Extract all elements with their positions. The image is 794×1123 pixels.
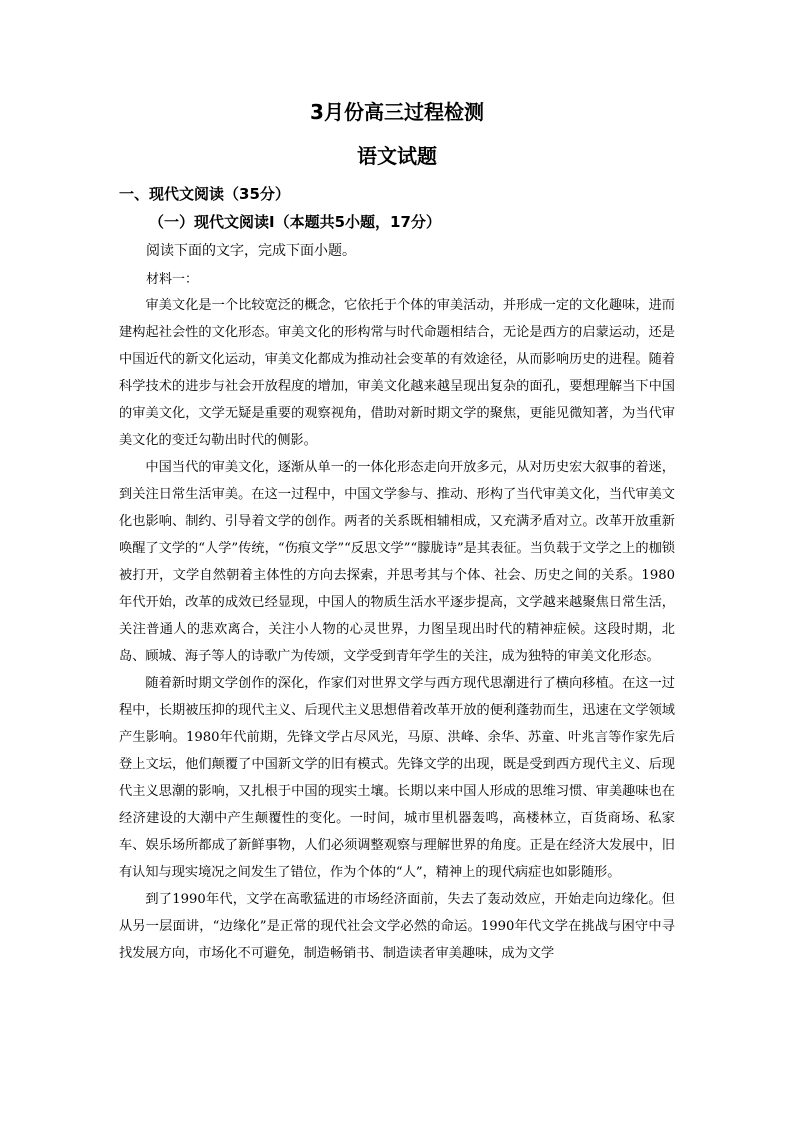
subsection-heading: （一）现代文阅读Ⅰ（本题共5小题，17分） xyxy=(149,213,441,231)
document-subtitle: 语文试题 xyxy=(357,144,437,168)
paragraph: 审美文化是一个比较宽泛的概念，它依托于个体的审美活动，并形成一定的文化趣味，进而建构起社会性的文化形态。审美文化的形构常与时代命题相结合，无论是西方的启蒙运动，还是中国近代的新文化运动，审美文化都成为推动社会变革的有效途径，从而影响历史的进程。随着科学技术的进步与社会开放程度的增加，审美文化越来越呈现出复杂的面孔，要想理解当下中国的审美文化，文学无疑是重要的观察视角，借助对新时期文学的聚焦，更能见微知著，为当代审美文化的变迁勾勒出时代的侧影。 xyxy=(119,298,675,448)
paragraph: 随着新时期文学创作的深化，作家们对世界文学与西方现代思潮进行了横向移植。在这一过程中，长期被压抑的现代主义、后现代主义思想借着改革开放的便利蓬勃而生，迅速在文学领域产生影响。1980年代前期，先锋文学占尽风光，马原、洪峰、余华、苏童、叶兆言等作家先后登上文坛，他们颠覆了中国新文学的旧有模式。先锋文学的出现，既是受到西方现代主义、后现代主义思潮的影响，又扎根于中国的现实土壤。长期以来中国人形成的思维习惯、审美趣味也在经济建设的大潮中产生颠覆性的变化。一时间，城市里机器轰鸣，高楼林立，百货商场、私家车、娱乐场所都成了新鲜事物，人们必须调整观察与理解世界的角度。正是在经济大发展中，旧有认知与现实境况之间发生了错位，作为个体的“人”，精神上的现代病症也如影随形。 xyxy=(119,676,675,880)
section-heading: 一、现代文阅读（35分） xyxy=(119,185,290,203)
reading-instruction: 阅读下面的文字，完成下面小题。 xyxy=(146,243,356,259)
paragraph: 中国当代的审美文化，逐渐从单一的一体化形态走向开放多元，从对历史宏大叙事的着迷，到关注日常生活审美。在这一过程中，中国文学参与、推动、形构了当代审美文化，当代审美文化也影响、制约、引导着文学的创作。两者的关系既相辅相成，又充满矛盾对立。改革开放重新唤醒了文学的“人学”传统，“伤痕文学”“反思文学”“朦胧诗”是其表征。当负载于文学之上的枷锁被打开，文学自然朝着主体性的方向去探索，并思考其与个体、社会、历史之间的关系。1980年代开始，改革的成效已经显现，中国人的物质生活水平逐步提高，文学越来越聚焦日常生活，关注普通人的悲欢离合，关注小人物的心灵世界，力图呈现出时代的精神症候。这段时期，北岛、顾城、海子等人的诗歌广为传颂，文学受到青年学生的关注，成为独特的审美文化形态。 xyxy=(119,460,675,664)
document-title: 3月份高三过程检测 xyxy=(310,100,484,124)
material-body xyxy=(119,292,675,967)
material-label: 材料一： xyxy=(146,272,199,287)
paragraph: 到了1990年代，文学在高歌猛进的市场经济面前，失去了轰动效应，开始走向边缘化。但从另一层面讲，“边缘化”是正常的现代社会文学必然的命运。1990年代文学在挑战与困守中寻找发展方向，市场化不可避免，制造畅销书、制造读者审美趣味，成为文学 xyxy=(119,892,675,961)
